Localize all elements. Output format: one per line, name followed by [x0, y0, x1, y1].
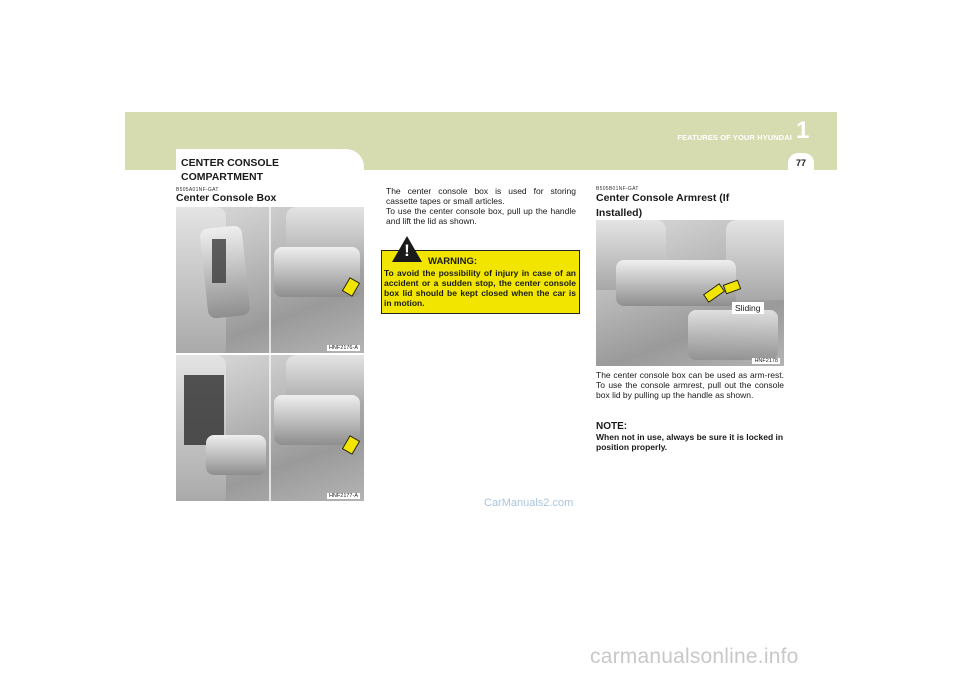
left-section-code: B505A01NF-GAT [176, 187, 219, 193]
figure-caption: HNF2178 [754, 358, 778, 364]
warning-text: To avoid the possibility of injury in case of an accident or a sudden stop, the center console box lid should be kept closed when the car is in motion. [384, 268, 576, 308]
left-heading: Center Console Box [176, 192, 277, 204]
right-heading: Center Console Armrest (If Installed) [596, 192, 730, 219]
console-box-description: The center console box is used for storing cassette tapes or small articles. To use the center console box, pull up the handle and lift the lid as shown. [386, 186, 576, 226]
console-box-open-photo [176, 207, 364, 353]
figure-caption: HNF2176-A [328, 345, 358, 351]
warning-label: WARNING: [428, 256, 478, 267]
figure-caption: HNF2177-A [328, 493, 358, 499]
sliding-callout: Sliding [732, 302, 764, 314]
note-label: NOTE: [596, 421, 628, 432]
chapter-title: FEATURES OF YOUR HYUNDAI [677, 133, 792, 142]
warning-symbol: ! [404, 241, 410, 260]
watermark-center: CarManuals2.com [484, 497, 574, 509]
note-text: When not in use, always be sure it is locked in position properly. [596, 432, 784, 452]
chapter-number: 1 [796, 117, 810, 144]
page-number: 77 [788, 153, 814, 173]
console-box-lid-photo [176, 355, 364, 501]
armrest-description: The center console box can be used as arm-rest. To use the console armrest, pull out the console box lid by pulling up the handle as shown. [596, 370, 784, 400]
console-armrest-photo [596, 220, 784, 366]
section-title: CENTER CONSOLE COMPARTMENT [181, 157, 280, 183]
watermark-bottom: carmanualsonline.info [590, 645, 799, 668]
right-section-code: B505B01NF-GAT [596, 186, 639, 192]
